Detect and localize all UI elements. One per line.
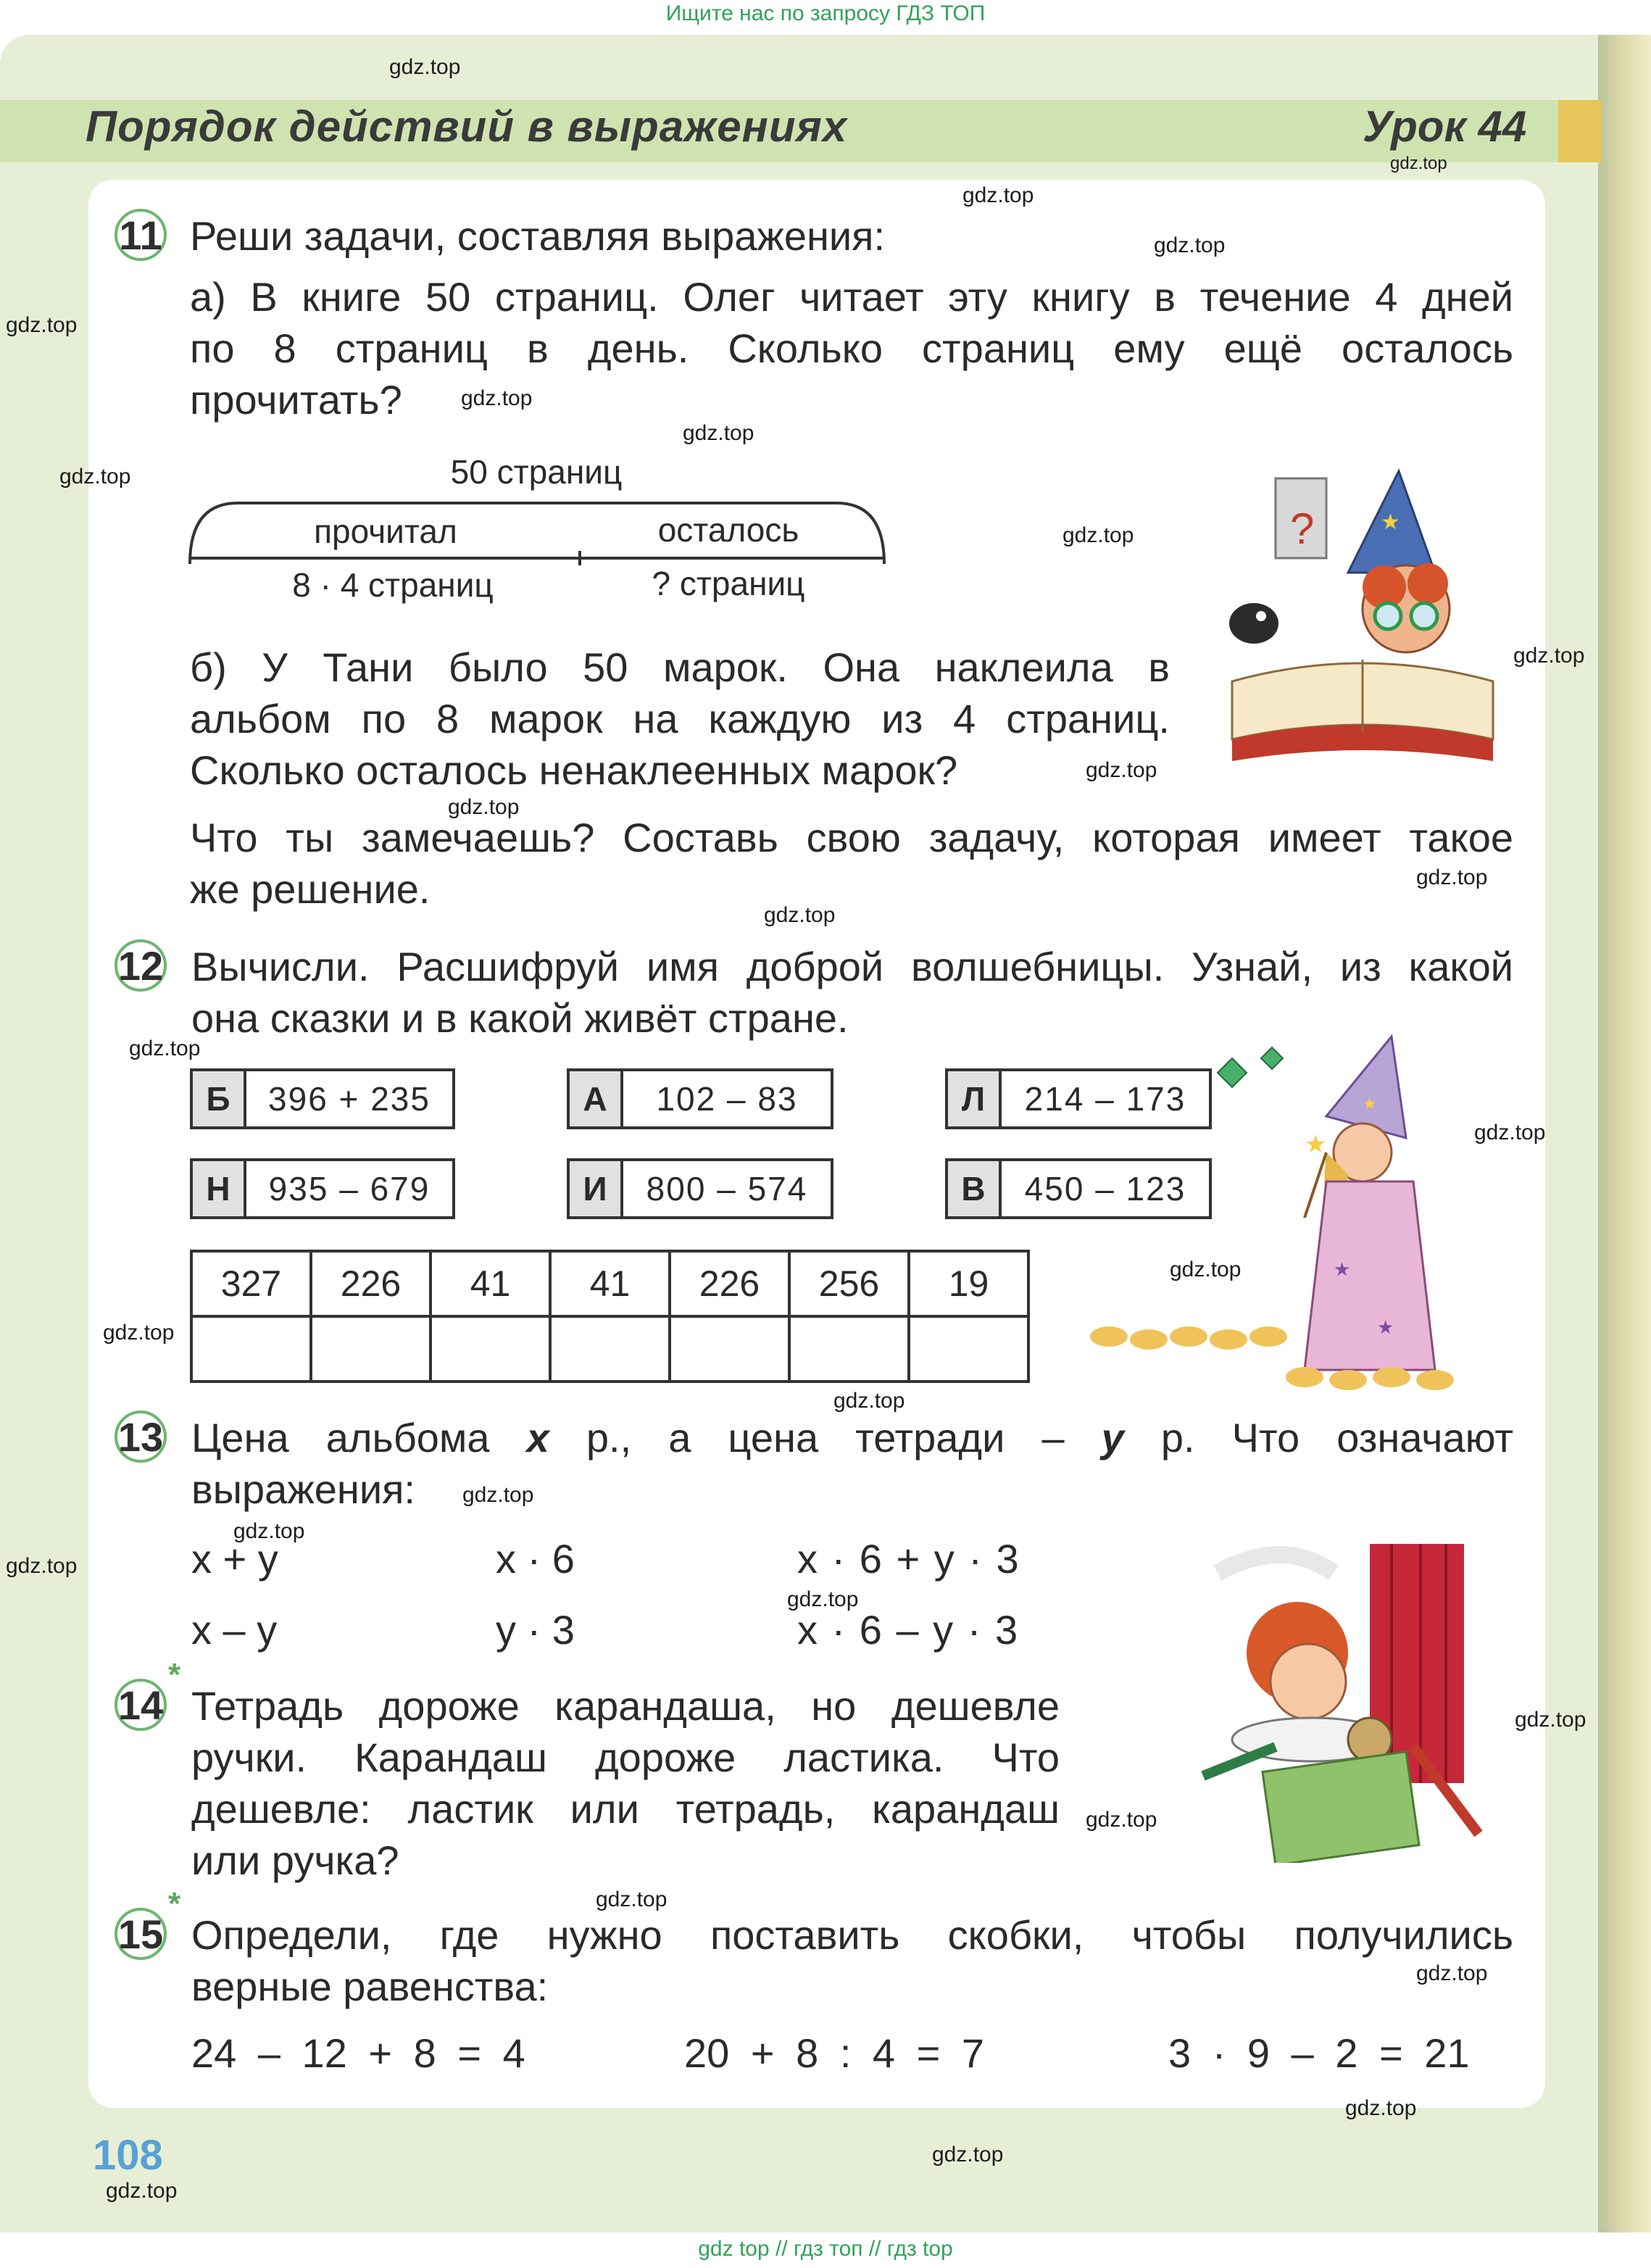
task11-b-line-2: альбом по 8 марок на каждую из 4 страниц. bbox=[190, 696, 1170, 742]
watermark: gdz.top bbox=[1062, 523, 1134, 547]
cipher-letter: А bbox=[570, 1071, 623, 1126]
task14-line-3: дешевле: ластик или тетрадь, карандаш bbox=[191, 1786, 1060, 1832]
svg-text:★: ★ bbox=[1381, 510, 1400, 535]
diagram-remaining-value: ? страниц bbox=[652, 565, 805, 602]
task12-line-1: Вычисли. Расшифруй имя доброй волшебницы. Узнай, из какой bbox=[191, 944, 1513, 989]
watermark: gdz.top bbox=[448, 795, 520, 819]
watermark: gdz.top bbox=[461, 386, 533, 410]
cipher-expression: 800 – 574 bbox=[646, 1170, 808, 1208]
task-number-14: 14 bbox=[115, 1679, 167, 1731]
diagram-read-label: прочитал bbox=[314, 512, 457, 550]
expression-x-times-6: x · 6 bbox=[496, 1536, 575, 1582]
cipher-expression: 102 – 83 bbox=[656, 1080, 798, 1118]
watermark: gdz.top bbox=[1170, 1258, 1242, 1282]
watermark: gdz.top bbox=[1086, 758, 1157, 782]
watermark: gdz.top bbox=[462, 1483, 534, 1507]
diagram-remaining-label: осталось bbox=[657, 511, 799, 549]
task11-b-line-3: Сколько осталось ненаклеенных марок? bbox=[190, 747, 958, 793]
task12-line-2: она сказки и в какой живёт стране. bbox=[191, 995, 849, 1041]
cipher-letter: Л bbox=[948, 1071, 1002, 1126]
svg-text:★: ★ bbox=[1363, 1095, 1377, 1113]
watermark: gdz.top bbox=[1515, 1708, 1586, 1732]
task14-line-2: ручки. Карандаш дороже ластика. Что bbox=[191, 1735, 1060, 1780]
decode-letter-cell[interactable] bbox=[550, 1316, 670, 1382]
decode-answer-cell: 41 bbox=[550, 1251, 670, 1316]
watermark: gdz.top bbox=[389, 55, 461, 79]
decode-letter-cell[interactable] bbox=[191, 1316, 311, 1382]
watermark: gdz.top bbox=[1390, 154, 1447, 173]
task-number-11: 11 bbox=[115, 209, 167, 261]
watermark: gdz.top bbox=[932, 2143, 1004, 2167]
watermark: gdz.top bbox=[233, 1519, 305, 1543]
task13-line-1 bbox=[191, 1412, 1513, 1463]
cipher-card-b bbox=[190, 1068, 455, 1129]
svg-text:★: ★ bbox=[1377, 1317, 1394, 1339]
equation-3: 3 · 9 – 2 = 21 bbox=[1168, 2030, 1470, 2076]
sorceress-illustration bbox=[1087, 1029, 1493, 1392]
cipher-letter: В bbox=[948, 1161, 1002, 1216]
watermark: gdz.top bbox=[103, 1321, 175, 1345]
decode-answer-cell: 327 bbox=[191, 1251, 311, 1316]
expression-sum: x + y bbox=[191, 1536, 278, 1582]
task15-line-2: верные равенства: bbox=[191, 1964, 549, 2009]
task11-a-line-1: а) В книге 50 страниц. Олег читает эту книгу в течение 4 дней bbox=[190, 274, 1513, 320]
watermark: gdz.top bbox=[764, 903, 836, 927]
watermark: gdz.top bbox=[833, 1389, 905, 1413]
watermark: gdz.top bbox=[6, 1554, 78, 1578]
page-title: Порядок действий в выражениях bbox=[86, 102, 848, 151]
page-spine-shadow bbox=[1598, 35, 1651, 2232]
task11-question-line-2: же решение. bbox=[190, 866, 431, 912]
cipher-letter: Б bbox=[193, 1071, 246, 1126]
clown-writing-illustration bbox=[1189, 1529, 1493, 1863]
decode-letter-cell[interactable] bbox=[789, 1316, 909, 1382]
cipher-expression: 935 – 679 bbox=[268, 1170, 431, 1208]
task14-line-1: Тетрадь дороже карандаша, но дешевле bbox=[191, 1683, 1060, 1729]
diagram-read-value: 8 · 4 страниц bbox=[292, 566, 494, 604]
task14-line-4: или ручка? bbox=[191, 1837, 399, 1883]
task11-b-line-1: б) У Тани было 50 марок. Она наклеила в bbox=[190, 644, 1170, 690]
cipher-letter: И bbox=[570, 1161, 623, 1216]
equation-1: 24 – 12 + 8 = 4 bbox=[191, 2030, 525, 2076]
task13-text-part: Цена альбома bbox=[191, 1415, 527, 1461]
task11-a-line-3: прочитать? bbox=[190, 377, 402, 423]
svg-text:★: ★ bbox=[1334, 1259, 1351, 1281]
bottom-note: gdz top // гдз топ // гдз top bbox=[698, 2237, 953, 2261]
decode-letter-cell[interactable] bbox=[311, 1316, 431, 1382]
task-number-13: 13 bbox=[115, 1411, 167, 1463]
watermark: gdz.top bbox=[1474, 1121, 1546, 1145]
expression-total-sum: x · 6 + y · 3 bbox=[797, 1536, 1020, 1582]
svg-text:★: ★ bbox=[1305, 1130, 1327, 1159]
decode-answer-cell: 19 bbox=[909, 1251, 1028, 1316]
task-number-12: 12 bbox=[115, 939, 167, 992]
task11-a-line-2: по 8 страниц в день. Сколько страниц ему ещё осталось bbox=[190, 325, 1513, 371]
decode-answer-cell: 256 bbox=[789, 1251, 909, 1316]
task11-title: Реши задачи, составляя выражения: bbox=[190, 213, 886, 259]
expression-difference: x – y bbox=[191, 1607, 278, 1653]
task-number-15: 15 bbox=[115, 1908, 167, 1960]
cipher-expression: 396 + 235 bbox=[268, 1080, 431, 1118]
variable-x: x bbox=[526, 1415, 549, 1461]
watermark: gdz.top bbox=[962, 183, 1034, 207]
expression-total-difference: x · 6 – y · 3 bbox=[797, 1607, 1020, 1653]
watermark: gdz.top bbox=[787, 1587, 859, 1611]
watermark: gdz.top bbox=[106, 2179, 178, 2203]
cipher-letter: Н bbox=[193, 1161, 246, 1216]
watermark: gdz.top bbox=[683, 421, 754, 445]
watermark: gdz.top bbox=[1154, 233, 1226, 257]
decode-answer-cell: 226 bbox=[670, 1251, 789, 1316]
decode-answer-cell: 41 bbox=[431, 1251, 550, 1316]
cipher-card-n bbox=[190, 1158, 455, 1219]
watermark: gdz.top bbox=[59, 465, 131, 489]
diagram-total-label: 50 страниц bbox=[450, 453, 623, 491]
equation-2: 20 + 8 : 4 = 7 bbox=[684, 2030, 985, 2076]
watermark: gdz.top bbox=[1345, 2096, 1417, 2120]
cipher-card-a bbox=[567, 1068, 833, 1129]
decode-letter-cell[interactable] bbox=[431, 1316, 550, 1382]
star-mark: * bbox=[168, 1886, 181, 1922]
cipher-expression: 214 – 173 bbox=[1024, 1080, 1186, 1118]
cipher-expression: 450 – 123 bbox=[1024, 1170, 1186, 1208]
decode-letter-cell[interactable] bbox=[909, 1316, 1028, 1382]
watermark: gdz.top bbox=[1416, 865, 1488, 889]
task13-text-part: р., а цена тетради – bbox=[549, 1415, 1102, 1461]
variable-y: y bbox=[1101, 1415, 1124, 1461]
decode-letters-row bbox=[191, 1316, 1028, 1382]
task13-text-part: р. Что означают bbox=[1123, 1415, 1514, 1461]
task13-line-2: выражения: bbox=[191, 1466, 415, 1512]
watermark: gdz.top bbox=[1513, 644, 1585, 668]
book-reader-illustration bbox=[1218, 464, 1522, 783]
star-mark: * bbox=[168, 1657, 181, 1692]
watermark: gdz.top bbox=[1086, 1808, 1157, 1832]
expression-y-times-3: y · 3 bbox=[496, 1607, 575, 1653]
cipher-card-i bbox=[567, 1158, 833, 1219]
decode-letter-cell[interactable] bbox=[670, 1316, 789, 1382]
watermark: gdz.top bbox=[129, 1037, 201, 1060]
header-tab bbox=[1558, 100, 1602, 162]
watermark: gdz.top bbox=[1416, 1961, 1488, 1985]
lesson-label: Урок 44 bbox=[1363, 102, 1527, 151]
task11-question-line-1: Что ты замечаешь? Составь свою задачу, которая имеет такое bbox=[190, 815, 1513, 860]
task15-line-1: Определи, где нужно поставить скобки, чтобы получились bbox=[191, 1912, 1513, 1958]
decode-answers-row bbox=[191, 1251, 1028, 1316]
watermark: gdz.top bbox=[6, 313, 78, 337]
decode-table bbox=[190, 1250, 1030, 1383]
page-number: 108 bbox=[93, 2132, 163, 2179]
svg-text:?: ? bbox=[1290, 504, 1315, 553]
watermark: gdz.top bbox=[596, 1887, 668, 1911]
top-search-note: Ищите нас по запросу ГДЗ ТОП bbox=[665, 1, 986, 25]
decode-answer-cell: 226 bbox=[311, 1251, 431, 1316]
